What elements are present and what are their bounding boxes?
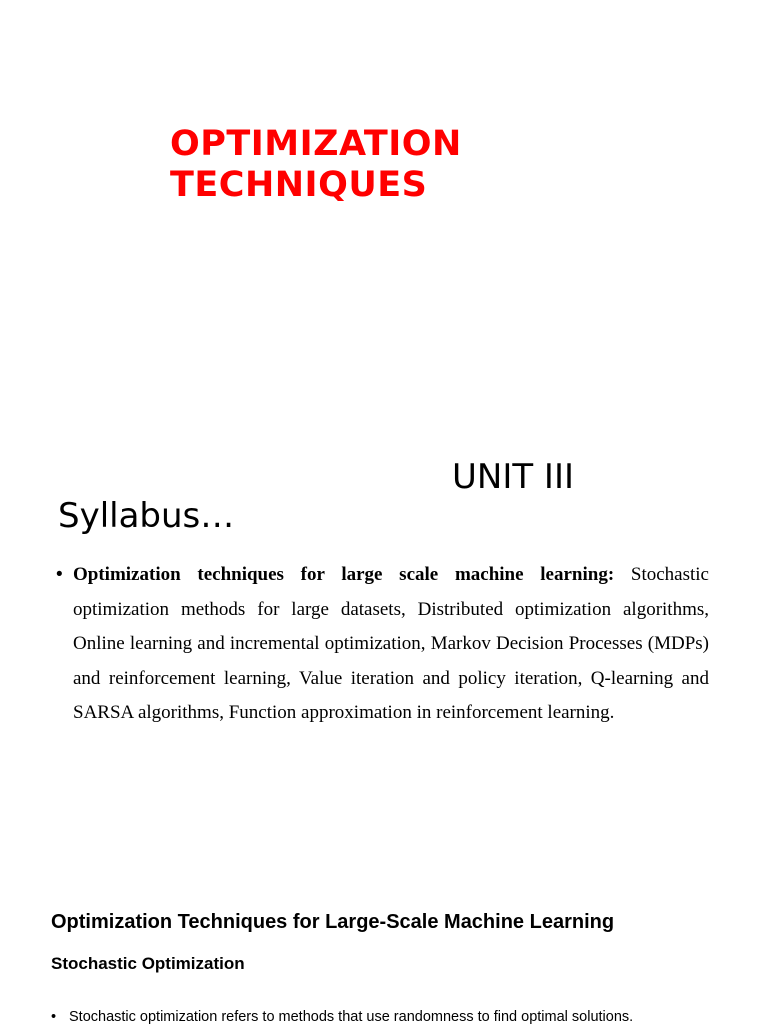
bullet-icon: • <box>51 1009 57 1024</box>
section-heading: Optimization Techniques for Large-Scale Machine Learning <box>51 911 615 933</box>
syllabus-item-bold-lead: Optimization techniques for large scale machine learning: <box>73 564 615 585</box>
bullet-icon: • <box>56 564 63 585</box>
list-item <box>51 1006 731 1024</box>
title-line-1: OPTIMIZATION <box>170 124 462 164</box>
content-list <box>51 1006 731 1024</box>
subsection-heading: Stochastic Optimization <box>51 954 245 973</box>
unit-label: UNIT III <box>452 457 575 497</box>
list-item-text: Stochastic optimization refers to methods that use randomness to find optimal solutions. <box>69 1009 634 1024</box>
syllabus-item <box>56 558 709 731</box>
syllabus-list <box>56 558 709 731</box>
syllabus-heading: Syllabus… <box>58 496 235 536</box>
title-line-2: TECHNIQUES <box>170 165 428 205</box>
document-title <box>170 124 462 206</box>
syllabus-item-text: Stochastic optimization methods for large datasets, Distributed optimization algorithms, Online learning and incremental optimization, Markov Decision Processes (MDPs) and reinforcement learning, Value iteration and policy iteration, Q-learning and SARSA algorithms, Function approximation in reinforcement learning. <box>73 564 709 724</box>
